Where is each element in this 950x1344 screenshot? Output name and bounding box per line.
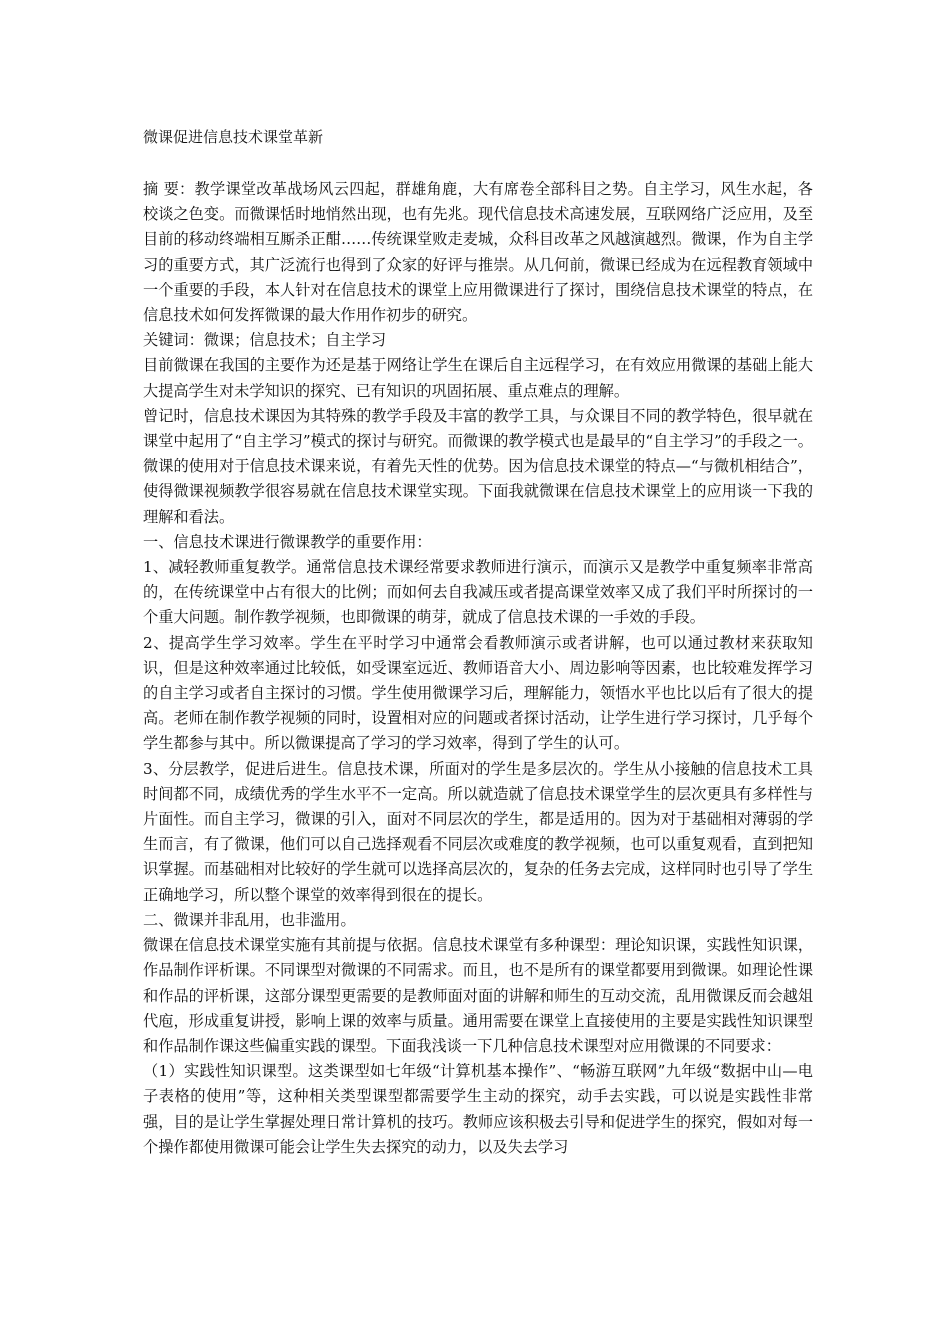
body-paragraph: 微课在信息技术课堂实施有其前提与依据。信息技术课堂有多种课型：理论知识课，实践性知识课，作品制作评析课。不同课型对微课的不同需求。而且，也不是所有的课堂都要用到微课。如理论性课和作品的评析课，这部分课型更需要的是教师面对面的讲解和师生的互动交流，乱用微课反而会越俎代庖，形成重复讲授，影响上课的效率与质量。通用需要在课堂上直接使用的主要是实践性知识课型和作品制作课这些偏重实践的课型。下面我浅谈一下几种信息技术课型对应用微课的不同要求： bbox=[143, 936, 813, 1055]
keywords-paragraph: 关键词：微课；信息技术；自主学习 bbox=[143, 331, 386, 350]
body-paragraph: 曾记时，信息技术课因为其特殊的教学手段及丰富的教学工具，与众课目不同的教学特色，很早就在课堂中起用了“自主学习”模式的探讨与研究。而微课的教学模式也是最早的“自主学习”的手段之一。微课的使用对于信息技术课来说，有着先天性的优势。因为信息技术课堂的特点—“与微机相结合”，使得微课视频教学很容易就在信息技术课堂实现。下面我就微课在信息技术课堂上的应用谈一下我的理解和看法。 bbox=[143, 406, 813, 526]
body-paragraph: 1、减轻教师重复教学。通常信息技术课经常要求教师进行演示，而演示又是教学中重复频率非常高的，在传统课堂中占有很大的比例；而如何去自我减压或者提高课堂效率又成了我们平时所探讨的一个重大问题。制作教学视频，也即微课的萌芽，就成了信息技术课的一手效的手段。 bbox=[143, 558, 813, 627]
body-paragraph: （1）实践性知识课型。这类课型如七年级“计算机基本操作”、“畅游互联网”九年级“数据中山—电子表格的使用”等，这种相关类型课型都需要学生主动的探究，动手去实践，可以说是实践性非常强，目的是让学生掌握处理日常计算机的技巧。教师应该积极去引导和促进学生的探究，假如对每一个操作都使用微课可能会让学生失去探究的动力，以及失去学习 bbox=[143, 1062, 813, 1156]
section-heading: 二、微课并非乱用，也非滥用。 bbox=[143, 910, 356, 929]
document-title: 微课促进信息技术课堂革新 bbox=[143, 128, 324, 146]
body-paragraph: 目前微课在我国的主要作为还是基于网络让学生在课后自主远程学习，在有效应用微课的基础上能大大提高学生对未学知识的探究、已有知识的巩固拓展、重点难点的理解。 bbox=[143, 356, 813, 400]
body-paragraph: 3、分层教学，促进后进生。信息技术课，所面对的学生是多层次的。学生从小接触的信息技术工具时间都不同，成绩优秀的学生水平不一定高。所以就造就了信息技术课堂学生的层次更具有多样性与片面性。而自主学习，微课的引入，面对不同层次的学生，都是适用的。因为对于基础相对薄弱的学生而言，有了微课，他们可以自己选择观看不同层次或难度的教学视频，也可以重复观看，直到把知识掌握。而基础相对比较好的学生就可以选择高层次的，复杂的任务去完成，这样同时也引导了学生正确地学习，所以整个课堂的效率得到很在的提长。 bbox=[143, 759, 813, 904]
section-heading: 一、信息技术课进行微课教学的重要作用： bbox=[143, 532, 432, 551]
abstract-paragraph: 摘 要：教学课堂改革战场风云四起，群雄角鹿，大有席卷全部科目之势。自主学习，风生水起，各校谈之色变。而微课恬时地悄然出现，也有先兆。现代信息技术高速发展，互联网络广泛应用，及至目前的移动终端相互厮杀正酣……传统课堂败走麦城，众科目改革之风越演越烈。微课，作为自主学习的重要方式，其广泛流行也得到了众家的好评与推崇。从几何前，微课已经成为在远程教育领域中一个重要的手段，本人针对在信息技术的课堂上应用微课进行了探讨，围绕信息技术课堂的特点，在信息技术如何发挥微课的最大作用作初步的研究。 bbox=[143, 180, 813, 325]
document-body bbox=[143, 177, 813, 1160]
body-paragraph: 2、提高学生学习效率。学生在平时学习中通常会看教师演示或者讲解，也可以通过教材来获取知识，但是这种效率通过比较低，如受课室远近、教师语音大小、周边影响等因素，也比较难发挥学习的自主学习或者自主探讨的习惯。学生使用微课学习后，理解能力，领悟水平也比以后有了很大的提高。老师在制作教学视频的同时，设置相对应的问题或者探讨活动，让学生进行学习探讨，几乎每个学生都参与其中。所以微课提高了学习的学习效率，得到了学生的认可。 bbox=[143, 633, 813, 753]
